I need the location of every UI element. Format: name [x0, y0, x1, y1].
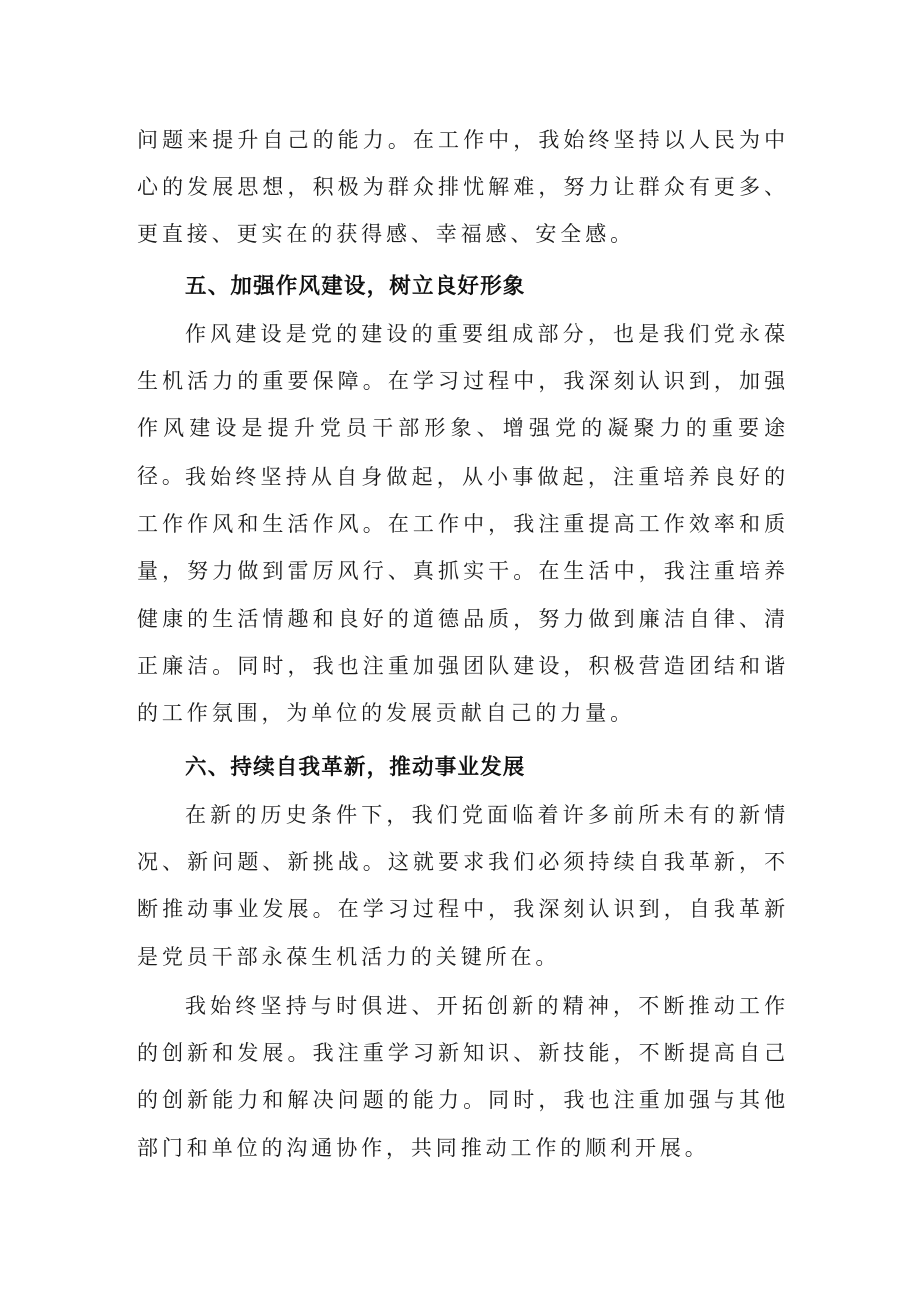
- paragraph-section6-practice: 我始终坚持与时俱进、开拓创新的精神，不断推动工作的创新和发展。我注重学习新知识、新技能，不断提高自己的创新能力和解决问题的能力。同时，我也注重加强与其他部门和单位的沟通协作，共同推动工作的顺利开展。: [137, 994, 789, 1160]
- paragraph-continued: 问题来提升自己的能力。在工作中，我始终坚持以人民为中心的发展思想，积极为群众排忧解难，努力让群众有更多、更直接、更实在的获得感、幸福感、安全感。: [137, 128, 789, 247]
- paragraph-section6-intro: 在新的历史条件下，我们党面临着许多前所未有的新情况、新问题、新挑战。这就要求我们必须持续自我革新，不断推动事业发展。在学习过程中，我深刻认识到，自我革新是党员干部永葆生机活力的关键所在。: [137, 803, 789, 969]
- section-heading-6: 六、持续自我革新，推动事业发展: [185, 755, 526, 780]
- section-heading-5: 五、加强作风建设，树立良好形象: [185, 274, 526, 299]
- paragraph-section5-intro: 作风建设是党的建设的重要组成部分，也是我们党永葆生机活力的重要保障。在学习过程中，我深刻认识到，加强作风建设是提升党员干部形象、增强党的凝聚力的重要途径。: [137, 322, 789, 488]
- paragraph-section5-practice: 我始终坚持从自身做起，从小事做起，注重培养良好的工作作风和生活作风。在工作中，我注重提高工作效率和质量，努力做到雷厉风行、真抓实干。在生活中，我注重培养健康的生活情趣和良好的道德品质，努力做到廉洁自律、清正廉洁。同时，我也注重加强团队建设，积极营造团结和谐的工作氛围，为单位的发展贡献自己的力量。: [137, 465, 789, 726]
